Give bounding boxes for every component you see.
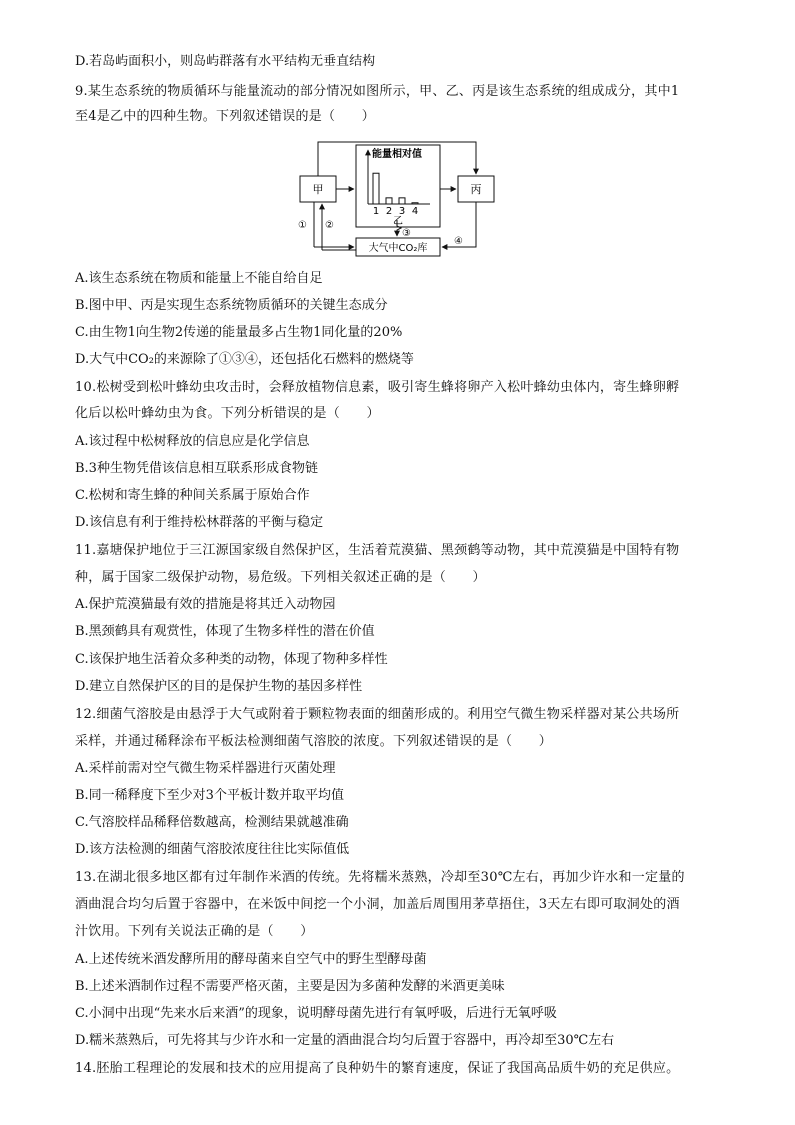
- q12-option-c: C.气溶胶样品稀释倍数越高，检测结果就越准确: [75, 815, 349, 830]
- q12-stem-line-2: 采样，并通过稀释涂布平板法检测细菌气溶胶的浓度。下列叙述错误的是（ ）: [75, 734, 553, 749]
- q12-option-d: D.该方法检测的细菌气溶胶浓度往往比实际值低: [75, 842, 350, 857]
- q9-option-d: D.大气中CO₂的来源除了①③④，还包括化石燃料的燃烧等: [75, 352, 414, 367]
- q13-stem-line-1: 13.在湖北很多地区都有过年制作米酒的传统。先将糯米蒸熟，冷却至30℃左右，再加少许水和一定量的: [75, 870, 685, 885]
- q9-option-b: B.图中甲、丙是实现生态系统物质循环的关键生态成分: [75, 298, 388, 313]
- node-jia-label: 甲: [312, 183, 324, 196]
- ecosystem-diagram-svg: [298, 140, 498, 260]
- label-circled-2: ②: [325, 220, 334, 231]
- label-circled-4: ④: [454, 236, 463, 247]
- co2-box-label: 大气中CO₂库: [368, 243, 428, 254]
- q9-option-a: A.该生态系统在物质和能量上不能自给自足: [75, 271, 323, 286]
- q11-stem-line-1: 11.嘉塘保护地位于三江源国家级自然保护区，生活着荒漠猫、黑颈鹤等动物，其中荒漠猫是中国特有物: [75, 543, 680, 558]
- label-circled-1: ①: [298, 220, 307, 231]
- chart-bar-1: [373, 173, 379, 204]
- q11-option-c: C.该保护地生活着众多种类的动物，体现了物种多样性: [75, 652, 388, 667]
- chart-bar-3: [399, 198, 405, 204]
- q10-option-b: B.3种生物凭借该信息相互联系形成食物链: [75, 461, 318, 476]
- q10-stem-line-2: 化后以松叶蜂幼虫为食。下列分析错误的是（ ）: [75, 406, 380, 421]
- q9-stem-line-2: 至4是乙中的四种生物。下列叙述错误的是（ ）: [75, 109, 376, 124]
- q10-stem-line-1: 10.松树受到松叶蜂幼虫攻击时，会释放植物信息素，吸引寄生蜂将卵产入松叶蜂幼虫体内，寄生蜂卵孵: [75, 380, 680, 395]
- chart-bar-4: [412, 203, 418, 204]
- ecosystem-diagram: [298, 140, 498, 260]
- q-prev-option-d: D.若岛屿面积小，则岛屿群落有水平结构无垂直结构: [75, 54, 376, 69]
- q11-option-a: A.保护荒漠猫最有效的措施是将其迁入动物园: [75, 597, 336, 612]
- q10-option-c: C.松树和寄生蜂的种间关系属于原始合作: [75, 488, 310, 503]
- q11-stem-line-2: 种，属于国家二级保护动物，易危级。下列相关叙述正确的是（ ）: [75, 570, 486, 585]
- q10-option-a: A.该过程中松树释放的信息应是化学信息: [75, 434, 310, 449]
- node-bing-label: 丙: [470, 183, 482, 196]
- q13-option-c: C.小洞中出现“先来水后来酒”的现象，说明酵母菌先进行有氧呼吸，后进行无氧呼吸: [75, 1006, 557, 1021]
- chart-tick-label-2: 2: [385, 206, 393, 217]
- q9-option-c: C.由生物1向生物2传递的能量最多占生物1同化量的20%: [75, 325, 403, 340]
- q13-stem-line-3: 汁饮用。下列有关说法正确的是（ ）: [75, 924, 314, 939]
- q12-option-a: A.采样前需对空气微生物采样器进行灭菌处理: [75, 761, 336, 776]
- q11-option-d: D.建立自然保护区的目的是保护生物的基因多样性: [75, 679, 363, 694]
- label-circled-3: ③: [402, 228, 411, 239]
- q12-option-b: B.同一稀释度下至少对3个平板计数并取平均值: [75, 788, 344, 803]
- q10-option-d: D.该信息有利于维持松林群落的平衡与稳定: [75, 515, 324, 530]
- q13-option-b: B.上述米酒制作过程不需要严格灭菌，主要是因为多菌种发酵的米酒更美味: [75, 979, 505, 994]
- chart-bar-2: [386, 198, 392, 204]
- q12-stem-line-1: 12.细菌气溶胶是由悬浮于大气或附着于颗粒物表面的细菌形成的。利用空气微生物采样器对某公共场所: [75, 707, 680, 722]
- q13-option-a: A.上述传统米酒发酵所用的酵母菌来自空气中的野生型酵母菌: [75, 952, 427, 967]
- chart-tick-label-4: 4: [411, 206, 419, 217]
- q13-stem-line-2: 酒曲混合均匀后置于容器中，在米饭中间挖一个小洞，加盖后周围用茅草捂住，3天左右即可取洞处的酒: [75, 897, 680, 912]
- q13-option-d: D.糯米蒸熟后，可先将其与少许水和一定量的酒曲混合均匀后置于容器中，再冷却至30℃左右: [75, 1033, 615, 1048]
- chart-tick-label-1: 1: [372, 206, 380, 217]
- chart-tick-label-3: 3: [398, 206, 406, 217]
- chart-title: 能量相对值: [372, 149, 422, 160]
- node-yi-label: 乙: [393, 216, 403, 227]
- q14-stem-line-1: 14.胚胎工程理论的发展和技术的应用提高了良种奶牛的繁育速度，保证了我国高品质牛奶的充足供应。: [75, 1061, 680, 1076]
- q11-option-b: B.黑颈鹤具有观赏性，体现了生物多样性的潜在价值: [75, 624, 375, 639]
- q9-stem-line-1: 9.某生态系统的物质循环与能量流动的部分情况如图所示，甲、乙、丙是该生态系统的组成成分，其中1: [75, 84, 680, 99]
